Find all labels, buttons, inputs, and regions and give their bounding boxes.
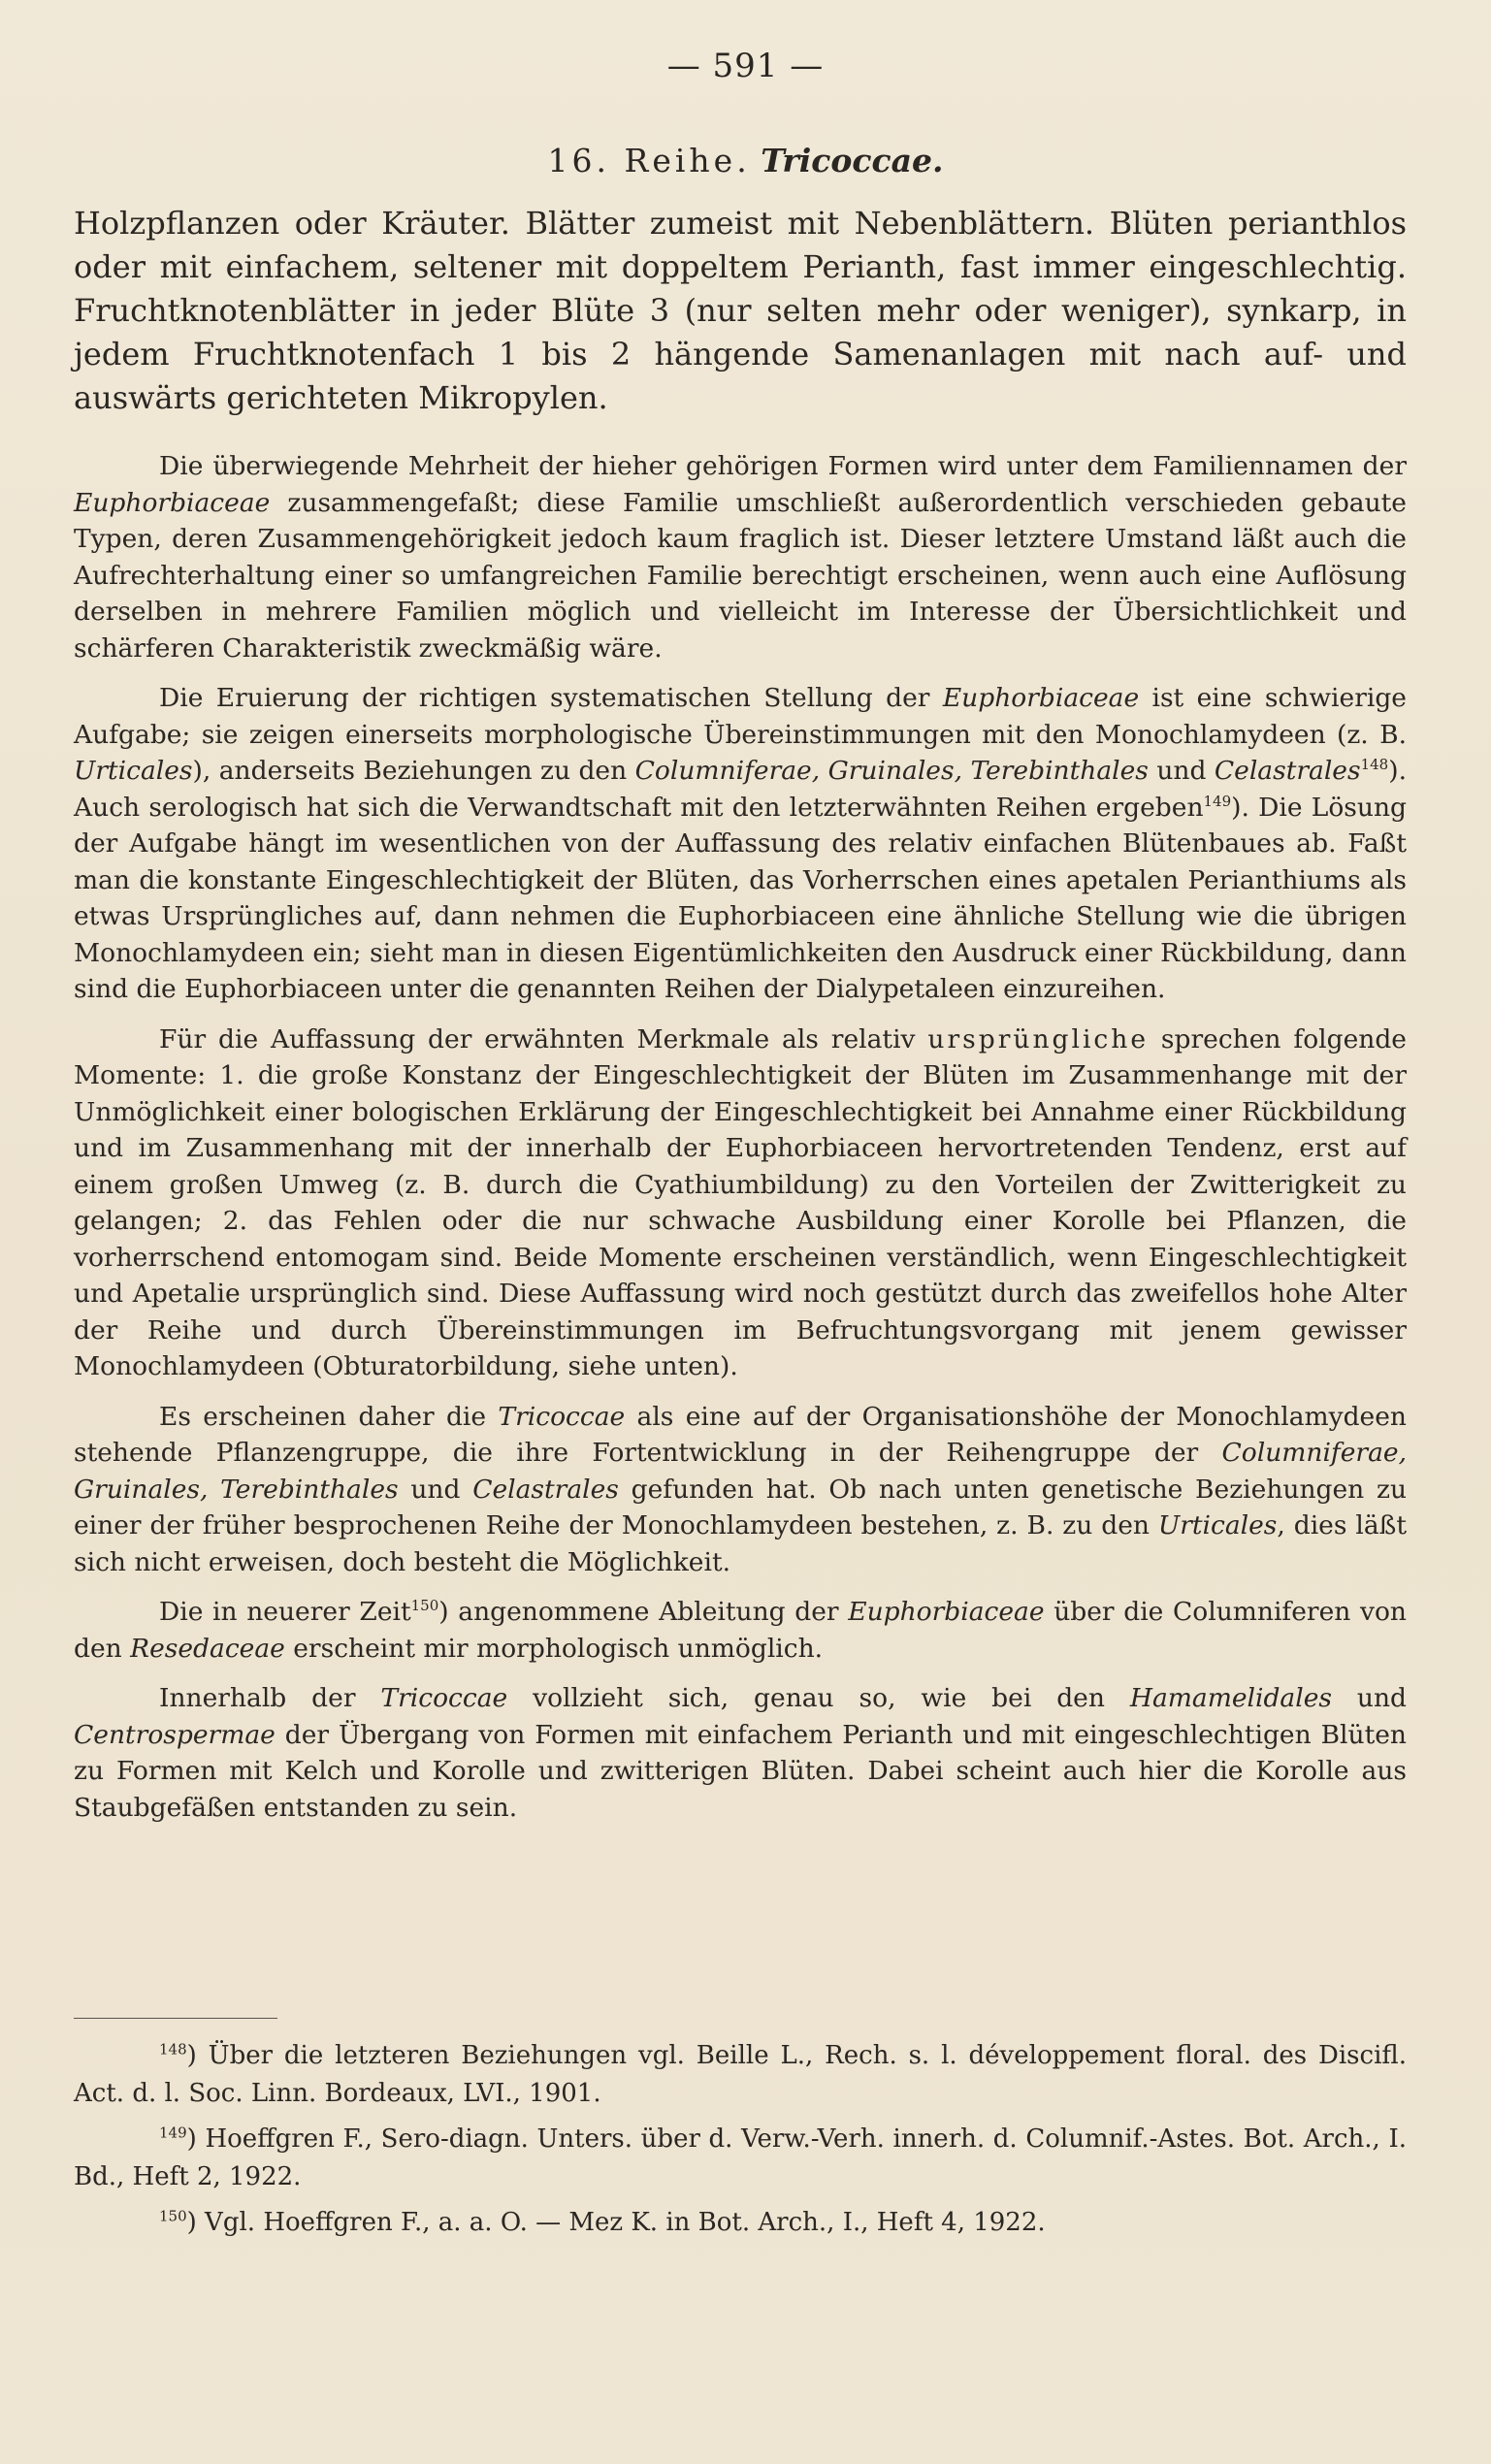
p6-text-e: und bbox=[1331, 1683, 1407, 1713]
footnote-149 bbox=[74, 2121, 1407, 2196]
footnote-text: ) Über die letzteren Beziehungen vgl. Beille L., Rech. s. l. développement floral. des Discifl. Act. d. l. Soc. Linn. Bordeaux, LVI., 1901. bbox=[74, 2041, 1407, 2108]
p3-emphasis: ursprüngliche bbox=[927, 1023, 1150, 1054]
paragraph-3 bbox=[74, 1021, 1407, 1385]
p6-text-g: der Übergang von Formen mit einfachem Perianth und mit eingeschlechtigen Blüten zu Formen mit Kelch und Korolle und zwitterigen Blüten. Dabei scheint auch hier die Korolle aus Staubgefäßen entstanden zu sein. bbox=[74, 1719, 1407, 1823]
p5-text-a: Die in neuerer Zeit bbox=[159, 1597, 411, 1627]
p4-text-c: als eine auf der Organisationshöhe der Monochlamydeen stehende Pflanzengruppe, die ihre Fortentwicklung in der Reihengruppe der bbox=[74, 1401, 1407, 1468]
p3-text-c: sprechen folgende Momente: 1. die große Konstanz der Eingeschlechtigkeit der Blüten im Zusammenhange mit der Unmöglichkeit einer bologischen Erklärung der Eingeschlechtigkeit bei Annahme einer Rückbildung und im Zusammenhang mit der innerhalb der Euphorbiaceen hervortretenden Tendenz, erst auf einem großen Umweg (z. B. durch die Cyathiumbildung) zu den Vorteilen der Zwitterigkeit zu gelangen; 2. das Fehlen oder die nur schwache Ausbildung einer Korolle bei Pflanzen, die vorherrschend entomogam sind. Beide Momente erscheinen verständlich, wenn Eingeschlechtigkeit und Apetalie ursprünglich sind. Diese Auffassung wird noch gestützt durch das zweifellos hohe Alter der Reihe und durch Übereinstimmungen im Befruchtungsvorgang mit jenem gewisser Monochlamydeen (Obturatorbildung, siehe unten). bbox=[74, 1023, 1407, 1381]
p4-taxon-h: Urticales bbox=[1157, 1510, 1278, 1540]
p2-taxon-d: Urticales bbox=[74, 756, 193, 786]
footnote-text: ) Vgl. Hoeffgren F., a. a. O. — Mez K. in Bot. Arch., I., Heft 4, 1922. bbox=[186, 2208, 1046, 2237]
p2-text-a: Die Eruierung der richtigen systematischen Stellung der bbox=[159, 683, 943, 713]
section-heading bbox=[0, 142, 1491, 179]
p5-text-f: erscheint mir morphologisch unmöglich. bbox=[284, 1633, 824, 1664]
footnote-number: 148 bbox=[159, 2040, 187, 2059]
p4-taxon-f: Celastrales bbox=[472, 1474, 619, 1505]
p2-text-i: ). Auch serologisch hat sich die Verwandtschaft mit den letzterwähnten Reihen ergeben bbox=[74, 756, 1407, 823]
p1-taxon: Euphorbiaceae bbox=[74, 487, 271, 518]
paragraph-1 bbox=[74, 448, 1407, 666]
p6-text-c: vollzieht sich, genau so, wie bei den bbox=[507, 1683, 1130, 1713]
p4-text-i: , dies läßt sich nicht erweisen, doch besteht die Möglichkeit. bbox=[74, 1510, 1407, 1577]
footnotes bbox=[74, 2037, 1407, 2242]
page-number: — 591 — bbox=[666, 47, 825, 85]
p4-text-a: Es erscheinen daher die bbox=[159, 1401, 499, 1432]
main-text bbox=[74, 448, 1407, 1826]
heading-prefix: 16. Reihe. bbox=[547, 142, 751, 179]
paragraph-4 bbox=[74, 1399, 1407, 1581]
p5-text-b: ) angenommene Ableitung der bbox=[438, 1597, 849, 1627]
p2-taxon-h: Celastrales bbox=[1214, 756, 1361, 786]
footnote-text: ) Hoeffgren F., Sero-diagn. Unters. über d. Verw.-Verh. innerh. d. Columnif.-Astes. Bot. Arch., I. Bd., Heft 2, 1922. bbox=[74, 2124, 1407, 2191]
intro-text bbox=[74, 202, 1407, 420]
paragraph-5 bbox=[74, 1594, 1407, 1667]
p3-text-a: Für die Auffassung der erwähnten Merkmale als relativ bbox=[159, 1023, 928, 1054]
p4-text-g: gefunden hat. Ob nach unten genetische Beziehungen zu einer der früher besprochenen Reihe der Monochlamydeen bestehen, z. B. zu den bbox=[74, 1474, 1408, 1540]
footnote-148 bbox=[74, 2037, 1407, 2113]
footnote-ref-150[interactable]: 150 bbox=[410, 1597, 439, 1615]
p5-taxon-e: Resedaceae bbox=[130, 1633, 285, 1664]
footnote-ref-148[interactable]: 148 bbox=[1360, 756, 1389, 774]
p1-text-c: zusammengefaßt; diese Familie umschließt außerordentlich verschieden gebaute Typen, deren Zusammengehörigkeit jedoch kaum fraglich ist. Dieser letztere Umstand läßt auch die Aufrechterhaltung einer so umfangreichen Familie berechtigt erscheinen, wenn auch eine Auflösung derselben in mehrere Familien möglich und vielleicht im Interesse der Übersichtlichkeit und schärferen Charakteristik zweckmäßig wäre. bbox=[74, 487, 1407, 664]
paragraph-2 bbox=[74, 680, 1407, 1008]
p2-taxon-f: Columniferae, Gruinales, Terebinthales bbox=[634, 756, 1149, 786]
intro-paragraph: Holzpflanzen oder Kräuter. Blätter zumeist mit Nebenblättern. Blüten perianthlos oder mit einfachem, seltener mit doppeltem Perianth, fast immer eingeschlechtig. Fruchtknotenblätter in jeder Blüte 3 (nur selten mehr oder weniger), synkarp, in jedem Fruchtknotenfach 1 bis 2 hängende Samenanlagen mit nach auf- und auswärts gerichteten Mikropylen. bbox=[74, 205, 1407, 416]
p6-taxon-d: Hamamelidales bbox=[1129, 1683, 1332, 1713]
paragraph-6 bbox=[74, 1680, 1407, 1826]
p4-taxon-b: Tricoccae bbox=[498, 1401, 626, 1432]
footnote-number: 150 bbox=[159, 2207, 187, 2225]
p2-text-e: ), anderseits Beziehungen zu den bbox=[192, 756, 635, 786]
p6-taxon-b: Tricoccae bbox=[380, 1683, 508, 1713]
p4-taxon-d: Columniferae, Gruinales, Terebinthales bbox=[74, 1438, 1407, 1505]
heading-title: Tricoccae. bbox=[761, 142, 944, 179]
footnote-ref-149[interactable]: 149 bbox=[1203, 792, 1232, 810]
p4-text-e: und bbox=[398, 1474, 473, 1505]
p6-text-a: Innerhalb der bbox=[159, 1683, 381, 1713]
p2-text-j: ). Die Lösung der Aufgabe hängt im wesentlichen von der Auffassung des relativ einfachen Blütenbaues ab. Faßt man die konstante Eingeschlechtigkeit der Blüten, das Vorherrschen eines apetalen Perianthiums als etwas Ursprüngliches auf, dann nehmen die Euphorbiaceen eine ähnliche Stellung wie die übrigen Monochlamydeen ein; sieht man in diesen Eigentümlichkeiten den Ausdruck einer Rückbildung, dann sind die Euphorbiaceen unter die genannten Reihen der Dialypetaleen einzureihen. bbox=[74, 792, 1407, 1004]
p6-taxon-f: Centrospermae bbox=[74, 1719, 276, 1750]
p2-text-c: ist eine schwierige Aufgabe; sie zeigen einerseits morphologische Übereinstimmungen mit den Monochlamydeen (z. B. bbox=[74, 683, 1407, 750]
footnote-150 bbox=[74, 2204, 1407, 2242]
p5-text-d: über die Columniferen von den bbox=[74, 1597, 1407, 1664]
p2-text-g: und bbox=[1148, 756, 1215, 786]
p5-taxon-c: Euphorbiaceae bbox=[848, 1597, 1045, 1627]
p2-taxon-b: Euphorbiaceae bbox=[942, 683, 1140, 713]
p1-text-a: Die überwiegende Mehrheit der hieher gehörigen Formen wird unter dem Familiennamen der bbox=[159, 451, 1407, 481]
footnote-divider bbox=[74, 2018, 277, 2019]
footnote-number: 149 bbox=[159, 2124, 187, 2142]
